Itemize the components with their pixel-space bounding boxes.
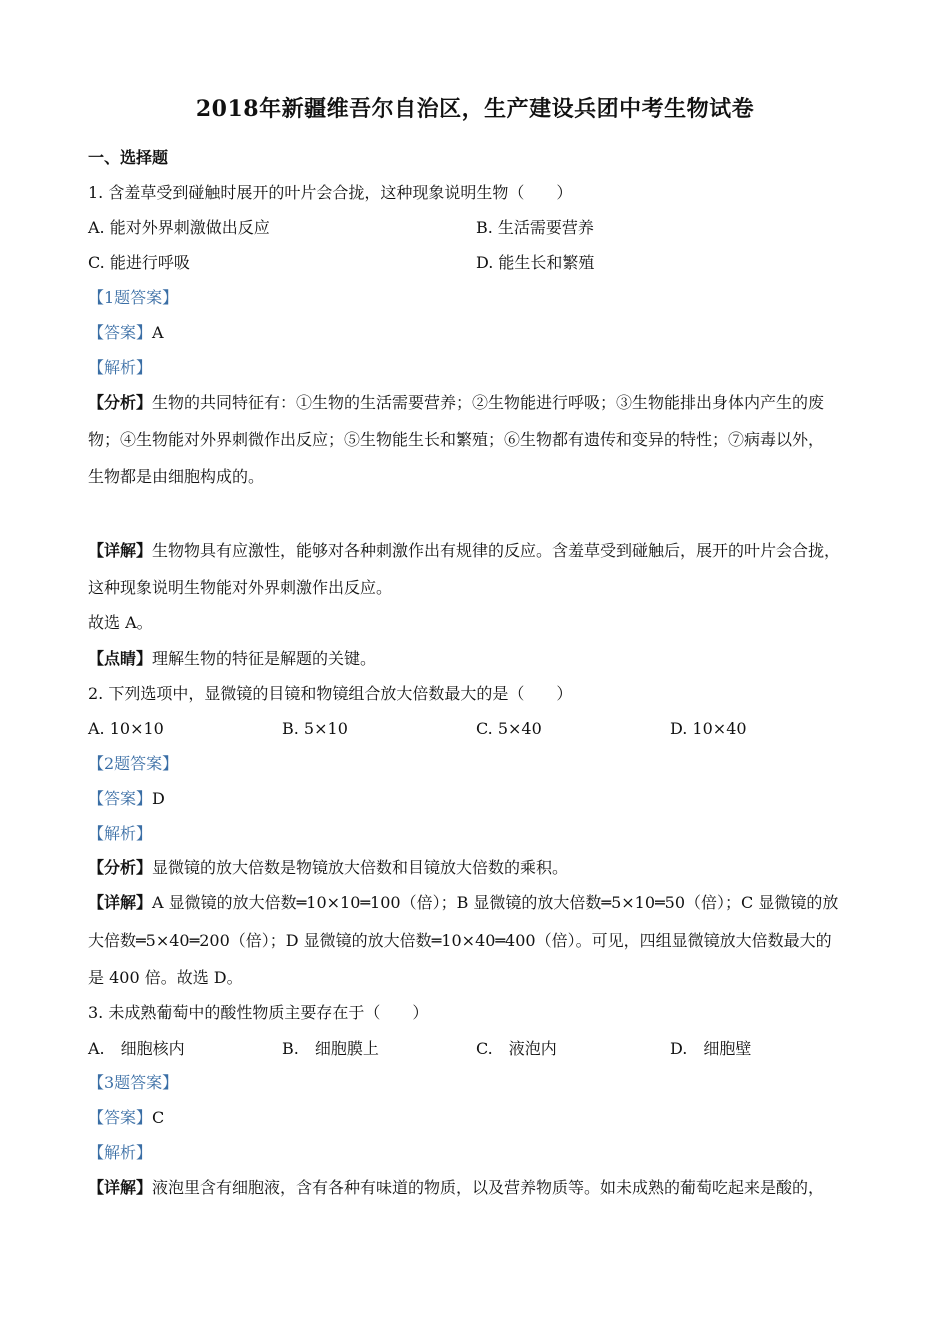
xiangjie-text: A 显微镜的放大倍数═10×10═100（倍）；B 显微镜的放大倍数═5×10═50（倍）；C 显微镜的放 <box>152 893 839 912</box>
fenxi-label: 【分析】 <box>88 858 153 877</box>
q2-xiangjie-line-3: 是 400 倍。故选 D。 <box>88 968 243 987</box>
q2-jiexi: 【解析】 <box>88 824 153 843</box>
q2-option-b: B. 5×10 <box>282 719 348 738</box>
answer-value: C <box>152 1108 165 1127</box>
q3-option-d: D. 细胞壁 <box>670 1039 752 1058</box>
xiangjie-label: 【详解】 <box>88 541 153 560</box>
xiangjie-text: 液泡里含有细胞液，含有各种有味道的物质，以及营养物质等。如未成熟的葡萄吃起来是酸的， <box>152 1178 825 1197</box>
dianjing-text: 理解生物的特征是解题的关键。 <box>152 649 377 668</box>
q1-option-c: C. 能进行呼吸 <box>88 253 190 272</box>
q1-guxuan: 故选 A。 <box>88 613 153 632</box>
q2-xiangjie-line-1 <box>88 893 838 913</box>
section-heading: 一、选择题 <box>88 148 169 167</box>
q1-option-a: A. 能对外界刺激做出反应 <box>88 218 270 237</box>
answer-value: D <box>152 789 165 808</box>
q1-dianjing <box>88 649 376 669</box>
q1-stem: 1. 含羞草受到碰触时展开的叶片会合拢，这种现象说明生物（ ） <box>88 183 573 202</box>
answer-label: 【答案】 <box>88 789 153 808</box>
fenxi-text: 显微镜的放大倍数是物镜放大倍数和目镜放大倍数的乘积。 <box>152 858 569 877</box>
q3-jiexi: 【解析】 <box>88 1143 153 1162</box>
q2-xiangjie-line-2: 大倍数═5×40═200（倍）；D 显微镜的放大倍数═10×40═400（倍）。可见，四组显微镜放大倍数最大的 <box>88 931 832 950</box>
q3-option-a: A. 细胞核内 <box>88 1039 185 1058</box>
q3-xiangjie-line-1 <box>88 1178 824 1198</box>
q3-answer <box>88 1108 164 1128</box>
q1-option-d: D. 能生长和繁殖 <box>476 253 595 272</box>
answer-value: A <box>152 323 164 342</box>
q2-answer-header: 【2题答案】 <box>88 754 179 773</box>
q2-option-a: A. 10×10 <box>88 719 164 738</box>
fenxi-text: 生物的共同特征有：①生物的生活需要营养；②生物能进行呼吸；③生物能排出身体内产生的废 <box>152 393 825 412</box>
q1-answer <box>88 323 164 343</box>
q1-option-b: B. 生活需要营养 <box>476 218 594 237</box>
q2-option-c: C. 5×40 <box>476 719 542 738</box>
answer-label: 【答案】 <box>88 323 153 342</box>
q1-fenxi-line-3: 生物都是由细胞构成的。 <box>88 467 265 486</box>
answer-label: 【答案】 <box>88 1108 153 1127</box>
q1-xiangjie-line-2: 这种现象说明生物能对外界刺激作出反应。 <box>88 578 393 597</box>
q1-fenxi-line-2: 物；④生物能对外界刺微作出反应；⑤生物能生长和繁殖；⑥生物都有遗传和变异的特性；⑦病毒以外， <box>88 430 825 449</box>
q3-answer-header: 【3题答案】 <box>88 1073 179 1092</box>
q1-fenxi-line-1 <box>88 393 824 413</box>
q2-option-d: D. 10×40 <box>670 719 747 738</box>
q2-fenxi <box>88 858 568 878</box>
q1-jiexi: 【解析】 <box>88 358 153 377</box>
xiangjie-label: 【详解】 <box>88 893 153 912</box>
fenxi-label: 【分析】 <box>88 393 153 412</box>
q3-stem: 3. 未成熟葡萄中的酸性物质主要存在于（ ） <box>88 1003 429 1022</box>
q1-answer-header: 【1题答案】 <box>88 288 179 307</box>
q1-xiangjie-line-1 <box>88 541 840 561</box>
q3-option-c: C. 液泡内 <box>476 1039 557 1058</box>
xiangjie-label: 【详解】 <box>88 1178 153 1197</box>
dianjing-label: 【点睛】 <box>88 649 153 668</box>
q2-answer <box>88 789 165 809</box>
page-title: 2018年新疆维吾尔自治区，生产建设兵团中考生物试卷 <box>195 96 755 122</box>
q2-stem: 2. 下列选项中，显微镜的目镜和物镜组合放大倍数最大的是（ ） <box>88 684 573 703</box>
xiangjie-text: 生物物具有应激性，能够对各种刺激作出有规律的反应。含羞草受到碰触后，展开的叶片会合拢， <box>152 541 841 560</box>
q3-option-b: B. 细胞膜上 <box>282 1039 379 1058</box>
